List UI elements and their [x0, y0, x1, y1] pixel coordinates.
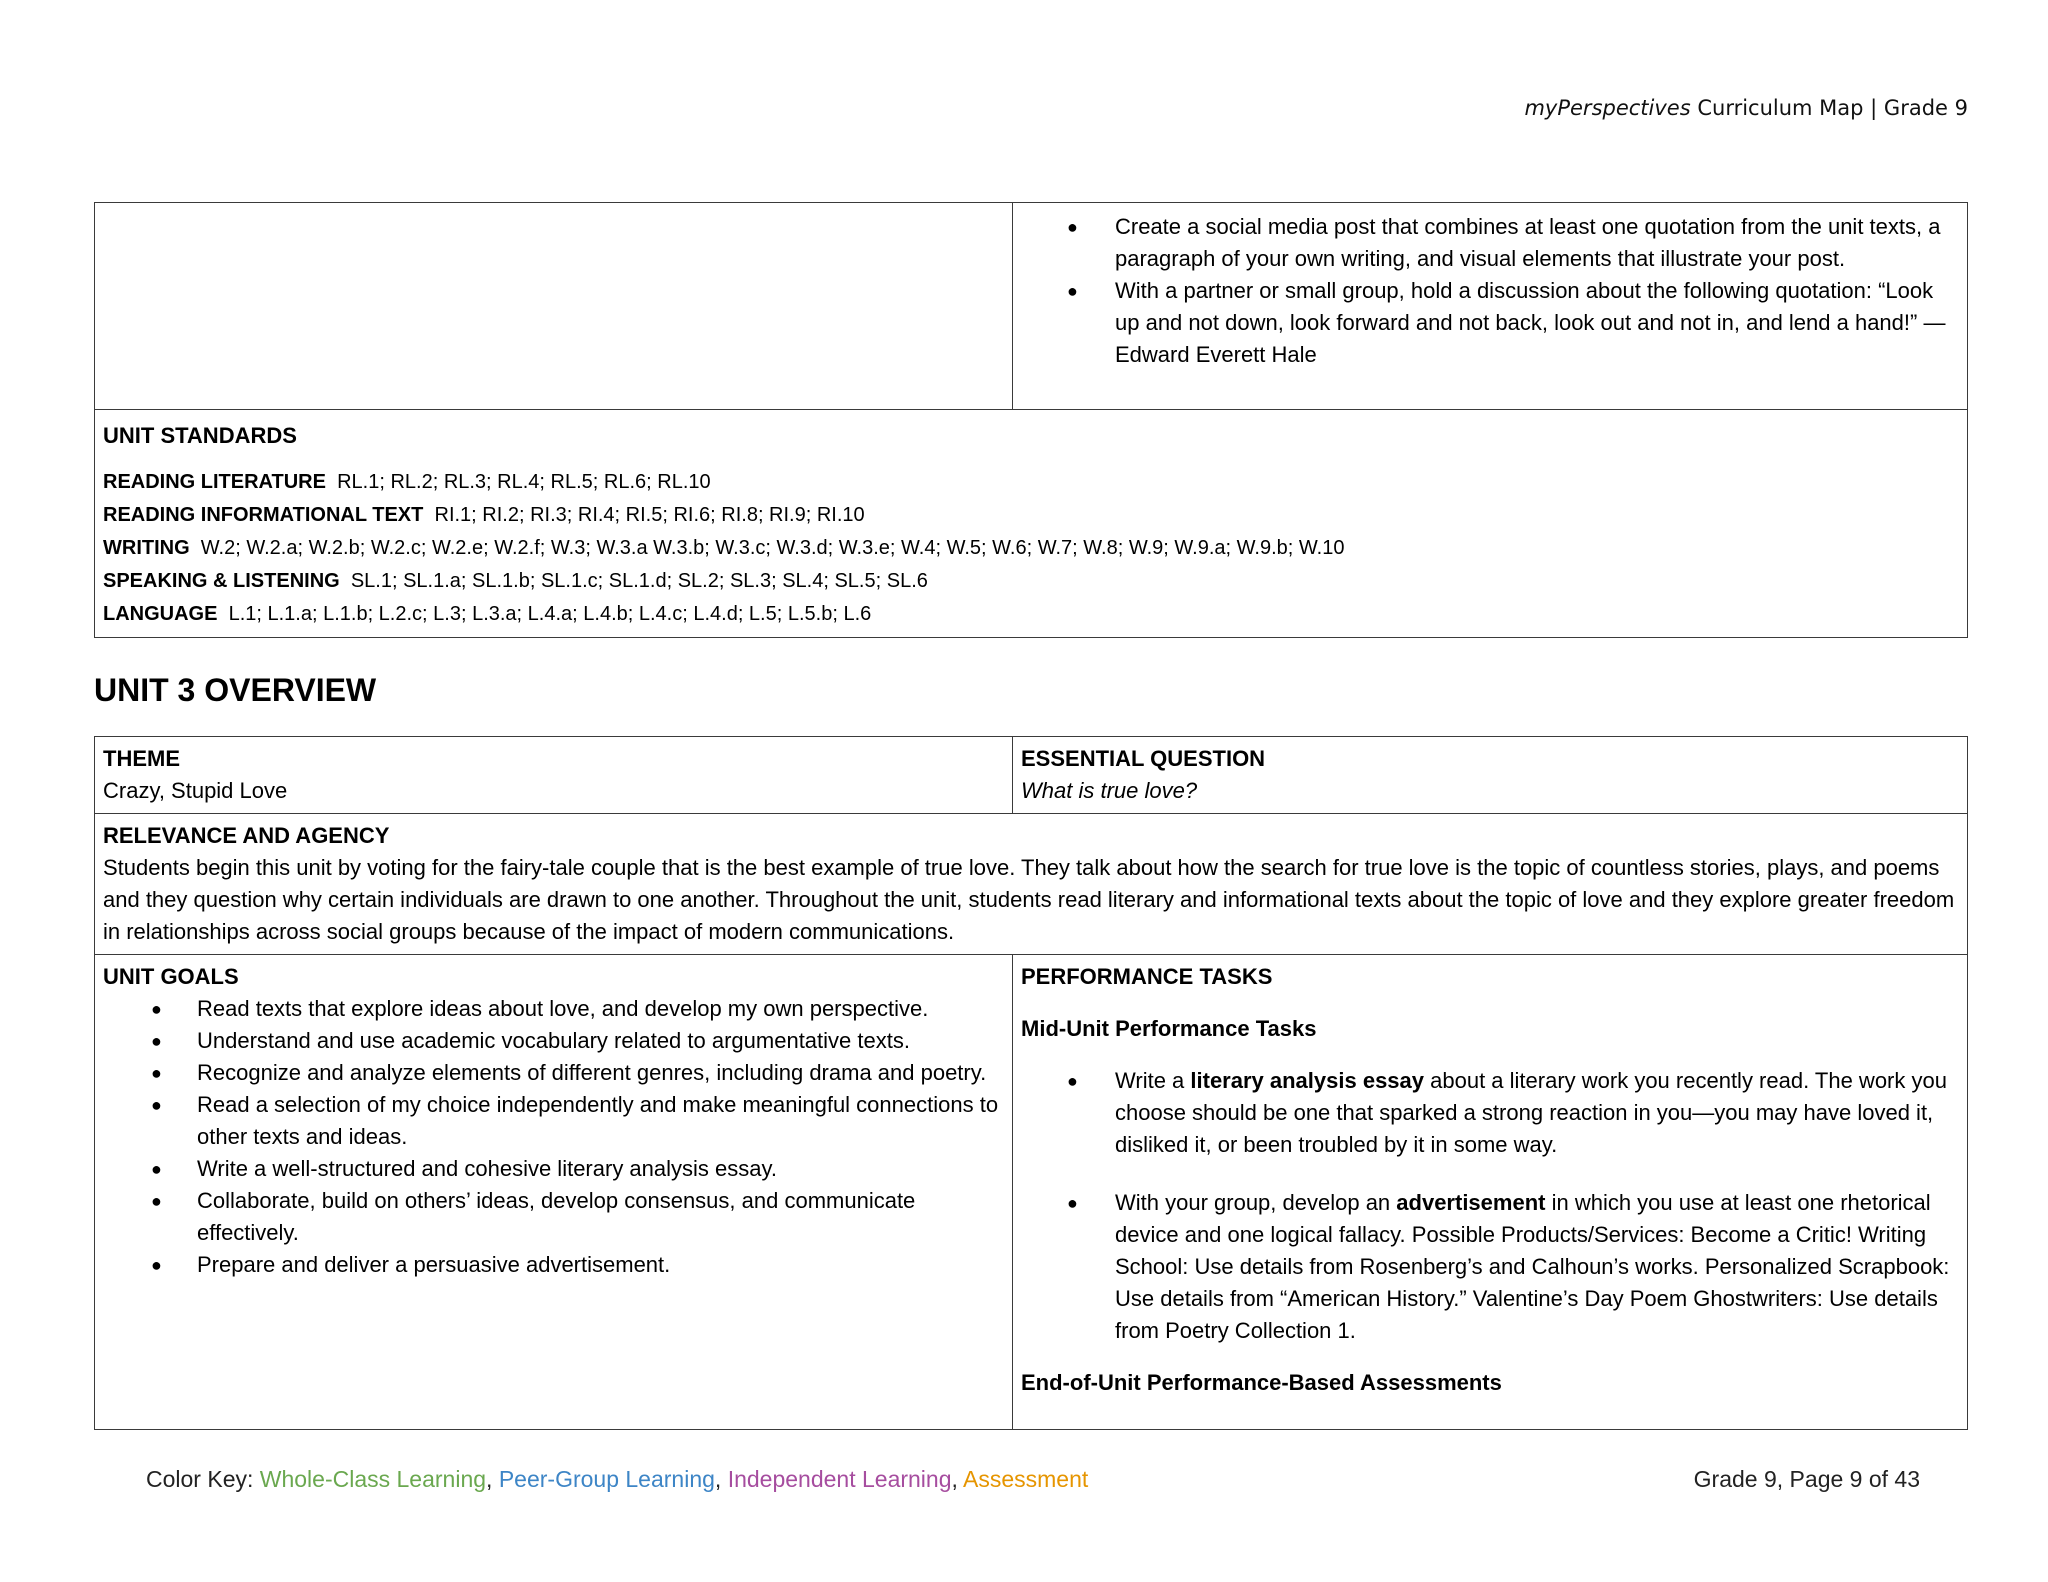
standard-line — [103, 532, 1959, 565]
theme-row — [95, 737, 1967, 813]
standard-codes: W.2; W.2.a; W.2.b; W.2.c; W.2.e; W.2.f; W.3; W.3.a W.3.b; W.3.c; W.3.d; W.3.e; W.4; W.5; W.6; W.7; W.8; W.9; W.9.a; W.9.b; W.10 — [200, 537, 1345, 559]
essential-question-heading: ESSENTIAL QUESTION — [1021, 746, 1266, 771]
performance-tasks-cell — [1013, 955, 1967, 1429]
standard-line — [103, 499, 1959, 532]
overview-table — [94, 736, 1968, 1430]
task-text: about a literary work you recently read. The work you choose should be one that sparked a strong reaction in you—you may have loved it, disliked it, or been troubled by it in some way. — [1115, 1068, 1947, 1157]
mid-unit-task-list — [1021, 1065, 1959, 1347]
list-item: ● Write a well-structured and cohesive literary analysis essay. — [103, 1153, 1004, 1185]
page-header — [1524, 96, 1968, 120]
theme-cell — [95, 737, 1013, 813]
header-rest: Curriculum Map | Grade 9 — [1690, 96, 1968, 120]
unit-title: UNIT 3 OVERVIEW — [94, 672, 377, 708]
page-number: Grade 9, Page 9 of 43 — [1693, 1466, 1920, 1492]
standard-line — [103, 598, 1959, 631]
continued-task-list — [1021, 211, 1959, 371]
list-item: ● Read a selection of my choice independently and make meaningful connections to other texts and ideas. — [103, 1089, 1004, 1153]
standard-line — [103, 565, 1959, 598]
unit-goals-list — [103, 993, 1004, 1281]
list-item: ● Read texts that explore ideas about love, and develop my own perspective. — [103, 993, 1004, 1025]
theme-heading: THEME — [103, 746, 180, 771]
task-text: Write a — [1115, 1068, 1191, 1093]
standard-label: READING LITERATURE — [103, 471, 326, 493]
task-bold: literary analysis essay — [1190, 1068, 1425, 1093]
key-assessment: Assessment — [963, 1466, 1089, 1492]
standard-codes: L.1; L.1.a; L.1.b; L.2.c; L.3; L.3.a; L.4.a; L.4.b; L.4.c; L.4.d; L.5; L.5.b; L.6 — [228, 603, 872, 625]
continued-left-cell — [95, 203, 1013, 409]
mid-unit-heading: Mid-Unit Performance Tasks — [1021, 1016, 1317, 1041]
standard-codes: RI.1; RI.2; RI.3; RI.4; RI.5; RI.6; RI.8; RI.9; RI.10 — [434, 504, 865, 526]
unit-standards-cell — [95, 410, 1967, 637]
key-whole-class: Whole-Class Learning — [259, 1466, 487, 1492]
unit-goals-heading: UNIT GOALS — [103, 964, 239, 989]
essential-question-cell — [1013, 737, 1967, 813]
color-key-label: Color Key: — [146, 1466, 260, 1492]
list-item: ● Understand and use academic vocabulary related to argumentative texts. — [103, 1025, 1004, 1057]
continued-row — [95, 203, 1967, 409]
task-bold: advertisement — [1396, 1190, 1546, 1215]
list-item — [1021, 1065, 1959, 1161]
end-of-unit-heading: End-of-Unit Performance-Based Assessments — [1021, 1370, 1502, 1395]
relevance-cell — [95, 814, 1967, 954]
unit-standards-row — [95, 409, 1967, 637]
theme-text: Crazy, Stupid Love — [103, 778, 288, 803]
list-item: ● Prepare and deliver a persuasive advertisement. — [103, 1249, 1004, 1281]
continued-right-cell — [1013, 203, 1967, 409]
list-item: ● Collaborate, build on others’ ideas, develop consensus, and communicate effectively. — [103, 1185, 1004, 1249]
standard-line — [103, 466, 1959, 499]
list-item: ● Create a social media post that combines at least one quotation from the unit texts, a paragraph of your own writing, and visual elements that illustrate your post. — [1021, 211, 1959, 275]
key-independent: Independent Learning — [727, 1466, 952, 1492]
standards-table — [94, 202, 1968, 638]
color-key — [146, 1466, 1088, 1493]
unit-standards-heading: UNIT STANDARDS — [103, 423, 297, 448]
relevance-row — [95, 813, 1967, 954]
standard-codes: SL.1; SL.1.a; SL.1.b; SL.1.c; SL.1.d; SL.2; SL.3; SL.4; SL.5; SL.6 — [350, 570, 928, 592]
standard-codes: RL.1; RL.2; RL.3; RL.4; RL.5; RL.6; RL.10 — [337, 471, 711, 493]
standard-label: SPEAKING & LISTENING — [103, 570, 340, 592]
list-item: ● Recognize and analyze elements of different genres, including drama and poetry. — [103, 1057, 1004, 1089]
relevance-text: Students begin this unit by voting for the fairy-tale couple that is the best example of true love. They talk about how the search for true love is the topic of countless stories, plays, and poems and they question why certain individuals are drawn to one another. Throughout the unit, students read literary and informational texts about the topic of love and they explore greater freedom in relationships across social groups because of the impact of modern communications. — [103, 855, 1955, 944]
key-separator: , — [486, 1466, 499, 1492]
brand-name: myPerspectives — [1524, 96, 1691, 120]
standard-label: READING INFORMATIONAL TEXT — [103, 504, 424, 526]
task-text: in which you use at least one rhetorical device and one logical fallacy. Possible Products/Services: Become a Critic! Writing School: Use details from Rosenberg’s and Calhoun’s works. Personalized Scrapbook: Use details from “American History.” Valentine’s Day Poem Ghostwriters: Use details from Poetry Collection 1. — [1115, 1190, 1950, 1343]
task-text: With your group, develop an — [1115, 1190, 1397, 1215]
list-item: ● With a partner or small group, hold a discussion about the following quotation: “Look up and not down, look forward and not back, look out and not in, and lend a hand!” —Edward Everett Hale — [1021, 275, 1959, 371]
standard-label: WRITING — [103, 537, 190, 559]
standard-label: LANGUAGE — [103, 603, 218, 625]
essential-question-text: What is true love? — [1021, 778, 1198, 803]
goals-tasks-row — [95, 954, 1967, 1429]
key-separator: , — [951, 1466, 964, 1492]
unit-goals-cell — [95, 955, 1013, 1429]
relevance-heading: RELEVANCE AND AGENCY — [103, 823, 390, 848]
key-separator: , — [714, 1466, 728, 1492]
list-item — [1021, 1187, 1959, 1347]
performance-tasks-heading: PERFORMANCE TASKS — [1021, 964, 1273, 989]
key-peer-group: Peer-Group Learning — [498, 1466, 715, 1492]
